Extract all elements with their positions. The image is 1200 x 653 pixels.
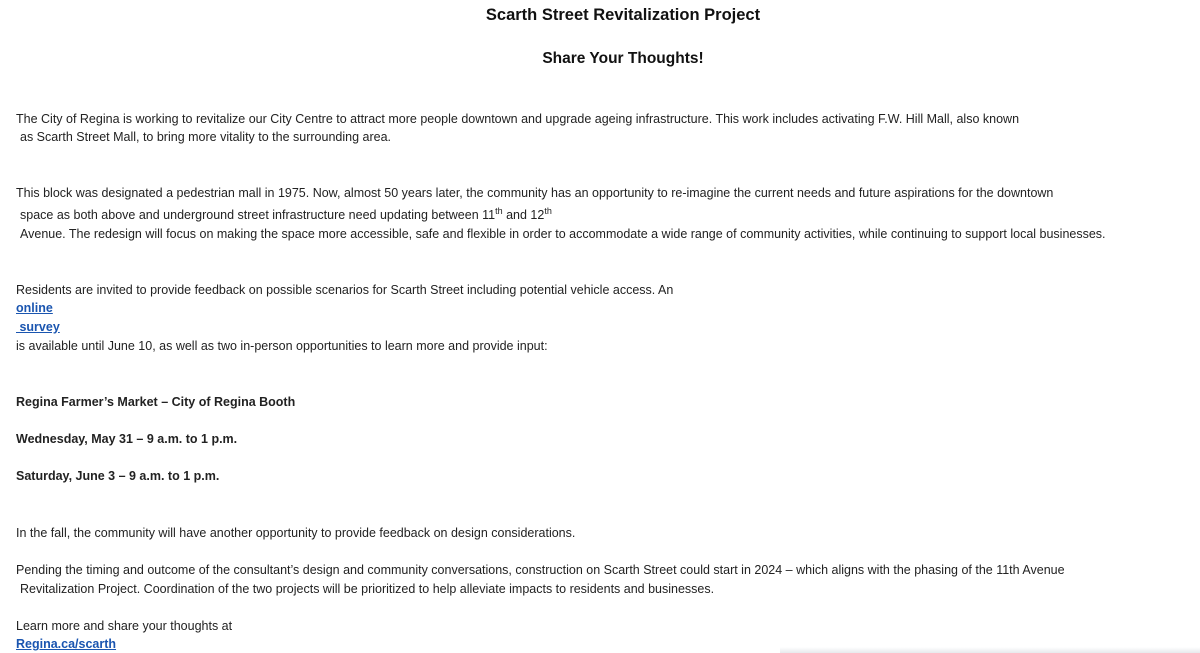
history-sup-2: th: [544, 205, 552, 216]
history-line-2: [20, 207, 552, 223]
intro-line-1: The City of Regina is working to revitalize our City Centre to attract more people downtown and upgrade ageing infrastructure. This work includes activating F.W. Hill Mall, also known: [16, 112, 1020, 126]
regina-scarth-link[interactable]: Regina.ca/scarth: [16, 637, 117, 651]
learn-more-text: Learn more and share your thoughts at: [16, 619, 233, 633]
intro-line-2: as Scarth Street Mall, to bring more vitality to the surrounding area.: [20, 130, 392, 144]
page-title: Scarth Street Revitalization Project: [485, 6, 761, 24]
page-subtitle: Share Your Thoughts!: [542, 50, 704, 67]
pending-line-1: Pending the timing and outcome of the consultant’s design and community conversations, construction on Scarth Street could start in 2024 – which aligns with the phasing of the 11th Avenue: [16, 563, 1065, 577]
fall-text: In the fall, the community will have another opportunity to provide feedback on design considerations.: [16, 526, 576, 540]
feedback-line-after: is available until June 10, as well as two in-person opportunities to learn more and provide input:: [16, 339, 548, 353]
event-date-2: Saturday, June 3 – 9 a.m. to 1 p.m.: [16, 469, 220, 483]
online-survey-link-cont[interactable]: survey: [16, 320, 60, 334]
survey-link-line-2: [16, 319, 60, 335]
event-date-1: Wednesday, May 31 – 9 a.m. to 1 p.m.: [16, 432, 238, 446]
bottom-edge-shadow: [780, 647, 1200, 653]
event-heading: Regina Farmer’s Market – City of Regina Booth: [16, 395, 296, 409]
history-line-2-text: space as both above and underground street infrastructure need updating between 11: [20, 208, 496, 222]
history-line-2-mid: and 12: [502, 208, 545, 222]
learn-more-link-line: [16, 636, 116, 652]
online-survey-link[interactable]: online: [16, 301, 53, 315]
pending-line-2: Revitalization Project. Coordination of the two projects will be prioritized to help alleviate impacts to residents and businesses.: [20, 582, 715, 596]
history-line-1: This block was designated a pedestrian mall in 1975. Now, almost 50 years later, the community has an opportunity to re-imagine the current needs and future aspirations for the downtown: [16, 186, 1054, 200]
history-line-3: Avenue. The redesign will focus on making the space more accessible, safe and flexible in order to accommodate a wide range of community activities, while continuing to support local businesses.: [20, 227, 1106, 241]
history-sup-1: th: [495, 205, 503, 216]
feedback-line-1: Residents are invited to provide feedback on possible scenarios for Scarth Street including potential vehicle access. An: [16, 283, 674, 297]
survey-link-line-1: [16, 300, 53, 316]
